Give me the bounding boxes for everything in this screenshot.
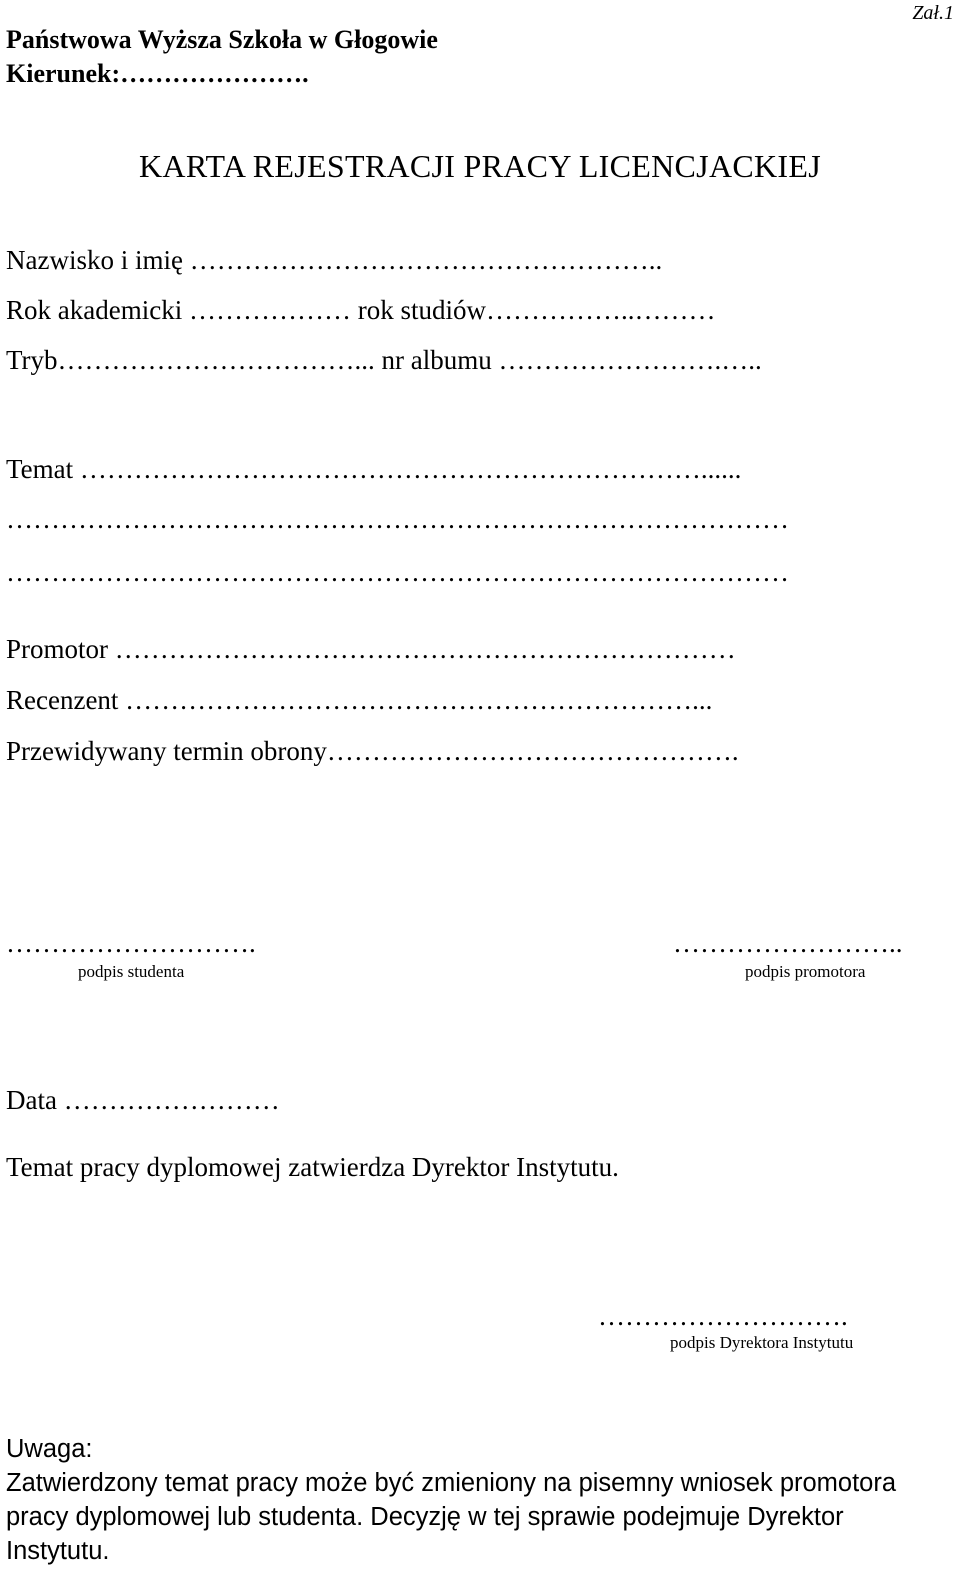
student-signature-label: podpis studenta [78,962,185,981]
note-line-2: pracy dyplomowej lub studenta. Decyzję w tej sprawie podejmuje Dyrektor [6,1503,844,1531]
document-title: KARTA REJESTRACJI PRACY LICENCJACKIEJ [139,148,821,184]
date-field: Data …………………… [6,1085,280,1115]
field-of-study: Kierunek:…………………. [6,59,309,88]
defense-date-field: Przewidywany termin obrony………………………………………. [6,736,739,766]
supervisor-signature-line: …………………….. [673,928,903,958]
mode-album-field: Tryb……………………………... nr albumu …………………….….. [6,345,762,375]
school-name: Państwowa Wyższa Szkoła w Głogowie [6,25,438,54]
director-signature-line: ………………………. [598,1301,848,1331]
note-line-1: Zatwierdzony temat pracy może być zmieniony na pisemny wniosek promotora [6,1469,897,1497]
topic-field-line-1: Temat ……………………………………………………………...... [6,454,742,484]
annex-number: Zał.1 [912,2,954,24]
note-line-3: Instytutu. [6,1537,110,1565]
student-signature-line: ………………………. [6,928,256,958]
director-signature-label: podpis Dyrektora Instytutu [670,1333,854,1352]
academic-year-field: Rok akademicki ……………… rok studiów……………..……… [6,295,716,325]
topic-field-line-3: …………………………………………………………………………… [6,557,789,587]
name-field: Nazwisko i imię …………………………………………….. [6,245,663,275]
supervisor-field: Promotor …………………………………………………………… [6,634,736,664]
topic-field-line-2: …………………………………………………………………………… [6,504,789,534]
supervisor-signature-label: podpis promotora [745,962,866,981]
reviewer-field: Recenzent ………………………………………………………... [6,685,713,715]
note-heading: Uwaga: [6,1435,93,1463]
approval-statement: Temat pracy dyplomowej zatwierdza Dyrektor Instytutu. [6,1152,619,1182]
